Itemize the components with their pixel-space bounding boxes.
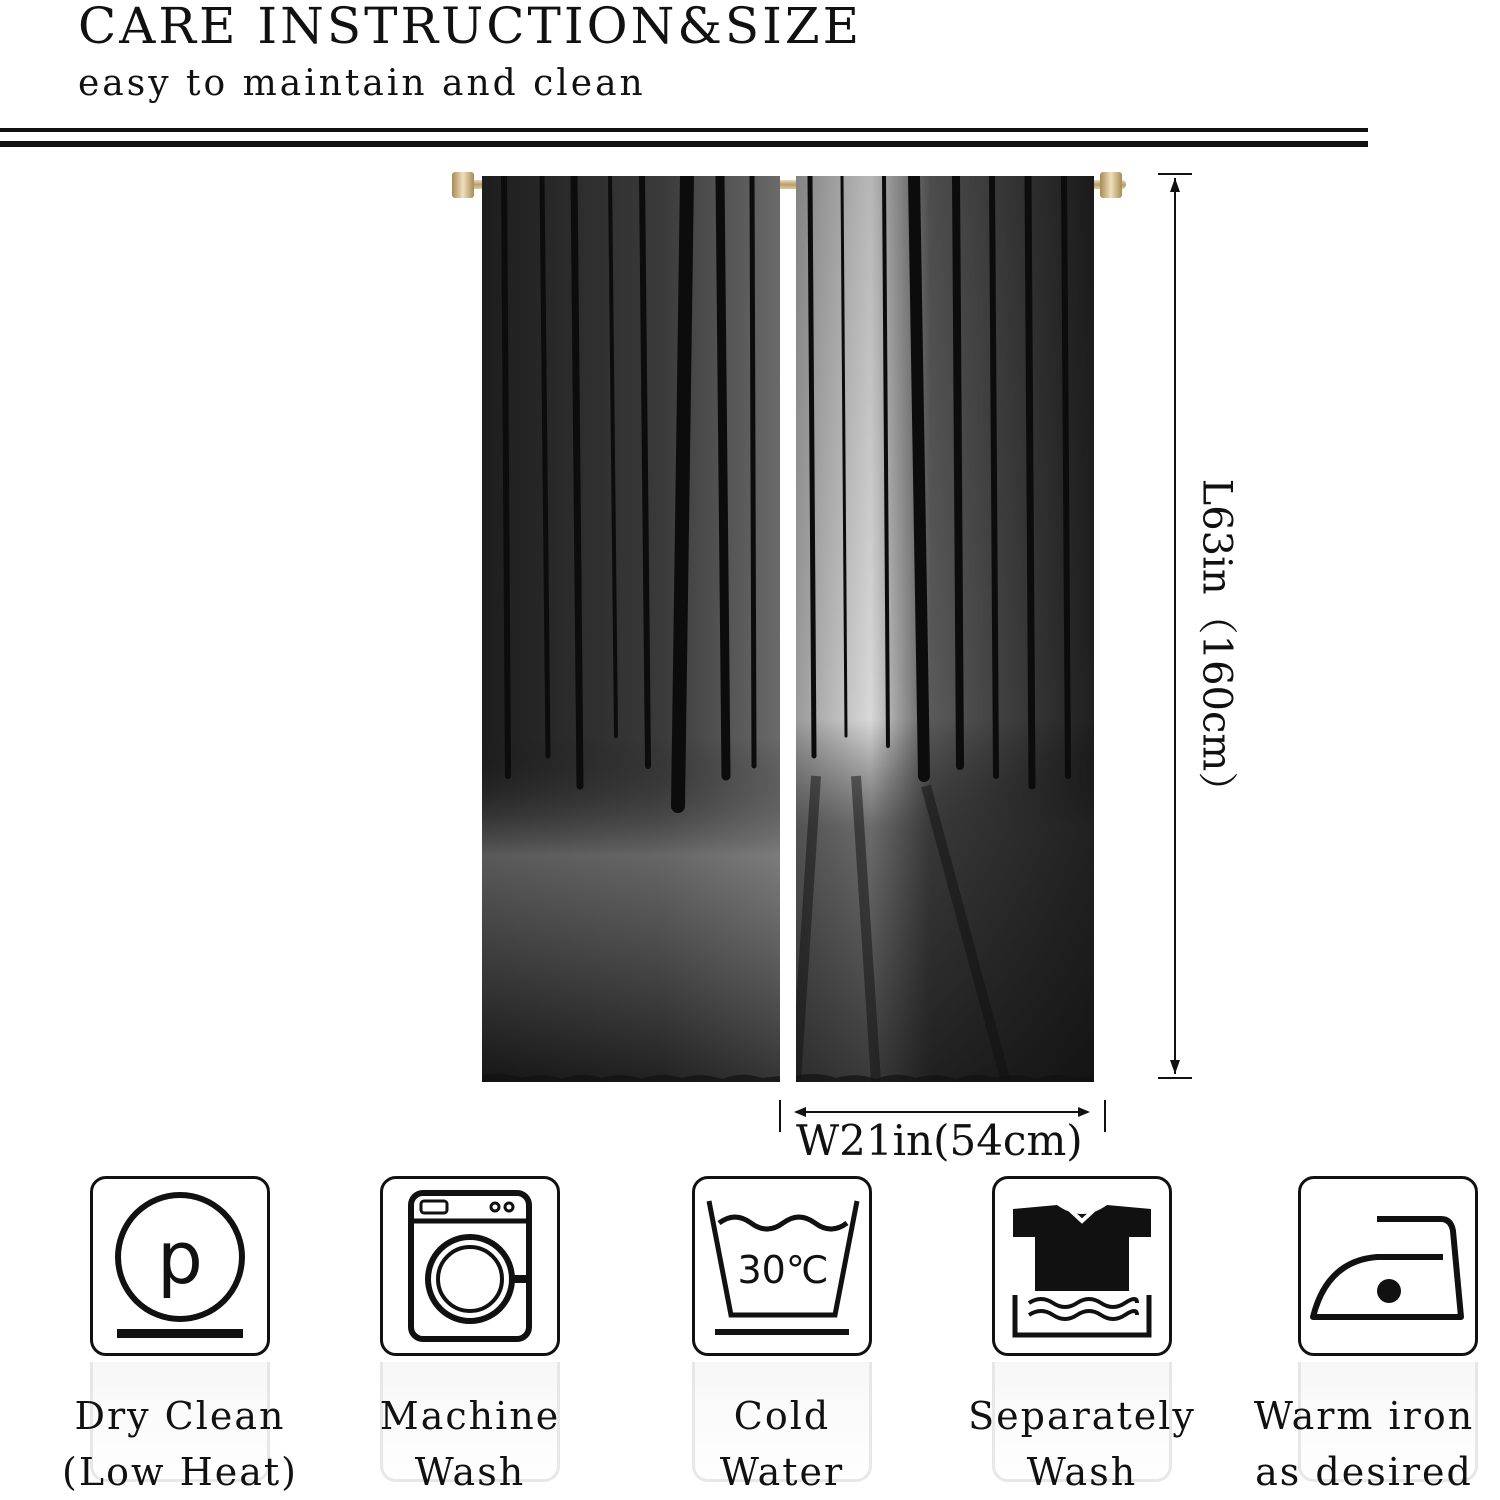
washing-machine-icon	[383, 1179, 557, 1353]
dry-clean-label	[50, 1388, 310, 1500]
page-subtitle: easy to maintain and clean	[78, 63, 646, 104]
divider-thick	[0, 141, 1368, 147]
dry-clean-icon-box	[90, 1176, 270, 1356]
svg-text:p: p	[157, 1216, 203, 1300]
wash-temperature: 30℃	[737, 1248, 829, 1292]
cold-water-line2: Water	[719, 1450, 845, 1494]
separately-wash-line2: Wash	[1026, 1450, 1138, 1494]
separately-wash-line1: Separately	[968, 1394, 1196, 1438]
page-title: CARE INSTRUCTION&SIZE	[78, 0, 863, 55]
cold-water-line1: Cold	[733, 1394, 831, 1438]
machine-wash-line2: Wash	[414, 1450, 526, 1494]
dry-clean-line1: Dry Clean	[74, 1394, 286, 1438]
iron-icon	[1301, 1179, 1475, 1353]
curtain-panel-right	[796, 176, 1094, 1082]
machine-wash-label	[340, 1388, 600, 1500]
cold-water-icon-box	[692, 1176, 872, 1356]
length-label-box	[1170, 460, 1270, 830]
cold-water-label	[652, 1388, 912, 1500]
dry-clean-p-icon	[93, 1179, 267, 1353]
separately-wash-label	[952, 1388, 1212, 1500]
warm-iron-label	[1234, 1388, 1494, 1500]
dry-clean-line2: (Low Heat)	[62, 1450, 298, 1494]
shirt-in-water-icon	[995, 1179, 1169, 1353]
wash-tub-icon	[695, 1179, 869, 1353]
machine-wash-line1: Machine	[379, 1394, 561, 1438]
machine-wash-icon-box	[380, 1176, 560, 1356]
rod-finial-left	[452, 172, 474, 198]
width-label: W21in(54cm)	[796, 1116, 1083, 1165]
length-label: L63in（160cm）	[1193, 478, 1240, 812]
warm-iron-line2: as desired	[1255, 1450, 1473, 1494]
divider-thin	[0, 128, 1368, 132]
curtain-panel-left	[482, 176, 780, 1082]
warm-iron-icon-box	[1298, 1176, 1478, 1356]
rod-finial-right	[1100, 172, 1122, 198]
separately-wash-icon-box	[992, 1176, 1172, 1356]
warm-iron-line1: Warm iron	[1253, 1394, 1475, 1438]
